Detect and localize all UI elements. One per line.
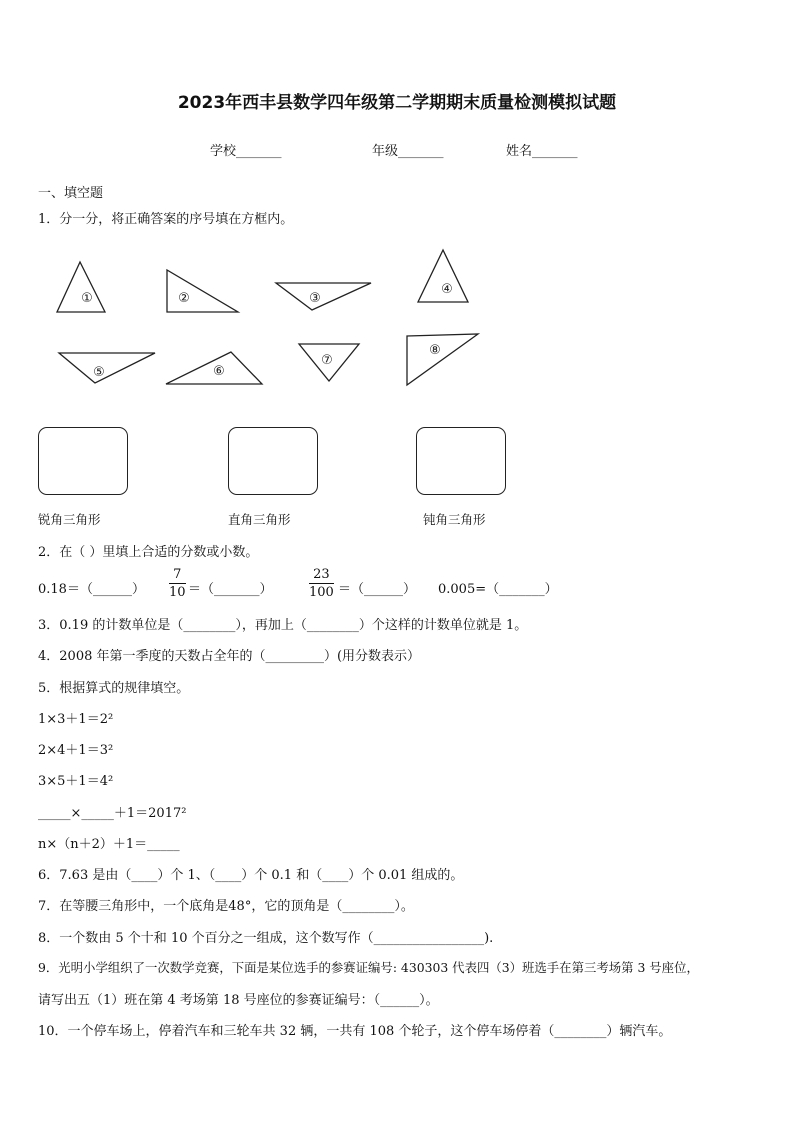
name-field: 姓名_______ xyxy=(506,144,578,159)
shape-label-3: ③ xyxy=(309,291,321,306)
page-title: 2023年西丰县数学四年级第二学期期末质量检测模拟试题 xyxy=(177,93,617,113)
question-7: 7．在等腰三角形中，一个底角是48°，它的顶角是（________）。 xyxy=(38,899,414,914)
shape-label-5: ⑤ xyxy=(93,365,105,380)
fraction-23-100: 23 100 xyxy=(309,567,334,600)
shape-label-8: ⑧ xyxy=(429,343,441,358)
question-3: 3．0.19 的计数单位是（________），再加上（________）个这样的计数单位就是 1。 xyxy=(38,618,528,633)
triangle-3 xyxy=(276,283,371,310)
q2-part-4: 0.005=（_______） xyxy=(438,582,558,597)
label-acute: 锐角三角形 xyxy=(38,512,101,527)
label-obtuse: 钝角三角形 xyxy=(423,512,486,527)
answer-box-obtuse[interactable] xyxy=(416,427,506,495)
section-heading: 一、填空题 xyxy=(38,186,104,201)
label-right: 直角三角形 xyxy=(228,512,291,527)
question-8: 8．一个数由 5 个十和 10 个百分之一组成，这个数写作（_________________). xyxy=(38,931,494,946)
school-field: 学校_______ xyxy=(210,144,282,159)
q2-part-1: 0.18＝（______） xyxy=(38,582,145,597)
shape-label-1: ① xyxy=(81,291,93,306)
fraction-7-10: 7 10 xyxy=(169,567,186,600)
q5-line-5: n×（n＋2）＋1＝_____ xyxy=(38,837,180,852)
question-4: 4．2008 年第一季度的天数占全年的（_________）(用分数表示） xyxy=(38,649,421,664)
q5-line-3: 3×5＋1＝4² xyxy=(38,774,114,789)
triangle-5 xyxy=(59,353,155,383)
question-2: 2．在（ ）里填上合适的分数或小数。 xyxy=(38,545,259,560)
question-1: 1．分一分，将正确答案的序号填在方框内。 xyxy=(38,212,294,227)
triangle-8 xyxy=(407,334,478,385)
shape-label-6: ⑥ xyxy=(213,364,225,379)
q5-line-1: 1×3＋1＝2² xyxy=(38,712,114,727)
answer-box-right[interactable] xyxy=(228,427,318,495)
shape-label-7: ⑦ xyxy=(321,353,333,368)
q2-part-2: ＝（_______） xyxy=(188,582,273,597)
shape-label-4: ④ xyxy=(441,282,453,297)
question-9-line-1: 9．光明小学组织了一次数学竞赛，下面是某位选手的参赛证编号: 430303 代表四（3）班选手在第三考场第 3 号座位， xyxy=(38,960,699,975)
triangles-figure xyxy=(0,240,794,400)
shape-label-2: ② xyxy=(178,291,190,306)
grade-field: 年级_______ xyxy=(372,144,444,159)
answer-box-acute[interactable] xyxy=(38,427,128,495)
q5-line-2: 2×4＋1＝3² xyxy=(38,743,114,758)
q5-line-4: _____×_____＋1＝2017² xyxy=(38,806,187,821)
question-9-line-2: 请写出五（1）班在第 4 考场第 18 号座位的参赛证编号：（______）。 xyxy=(38,993,439,1008)
question-5: 5．根据算式的规律填空。 xyxy=(38,681,190,696)
question-10: 10．一个停车场上，停着汽车和三轮车共 32 辆，一共有 108 个轮子，这个停车场停着（________）辆汽车。 xyxy=(38,1024,672,1039)
q2-part-3: ＝（______） xyxy=(338,582,417,597)
question-6: 6．7.63 是由（____）个 1、（____）个 0.1 和（____）个 0.01 组成的。 xyxy=(38,868,464,883)
